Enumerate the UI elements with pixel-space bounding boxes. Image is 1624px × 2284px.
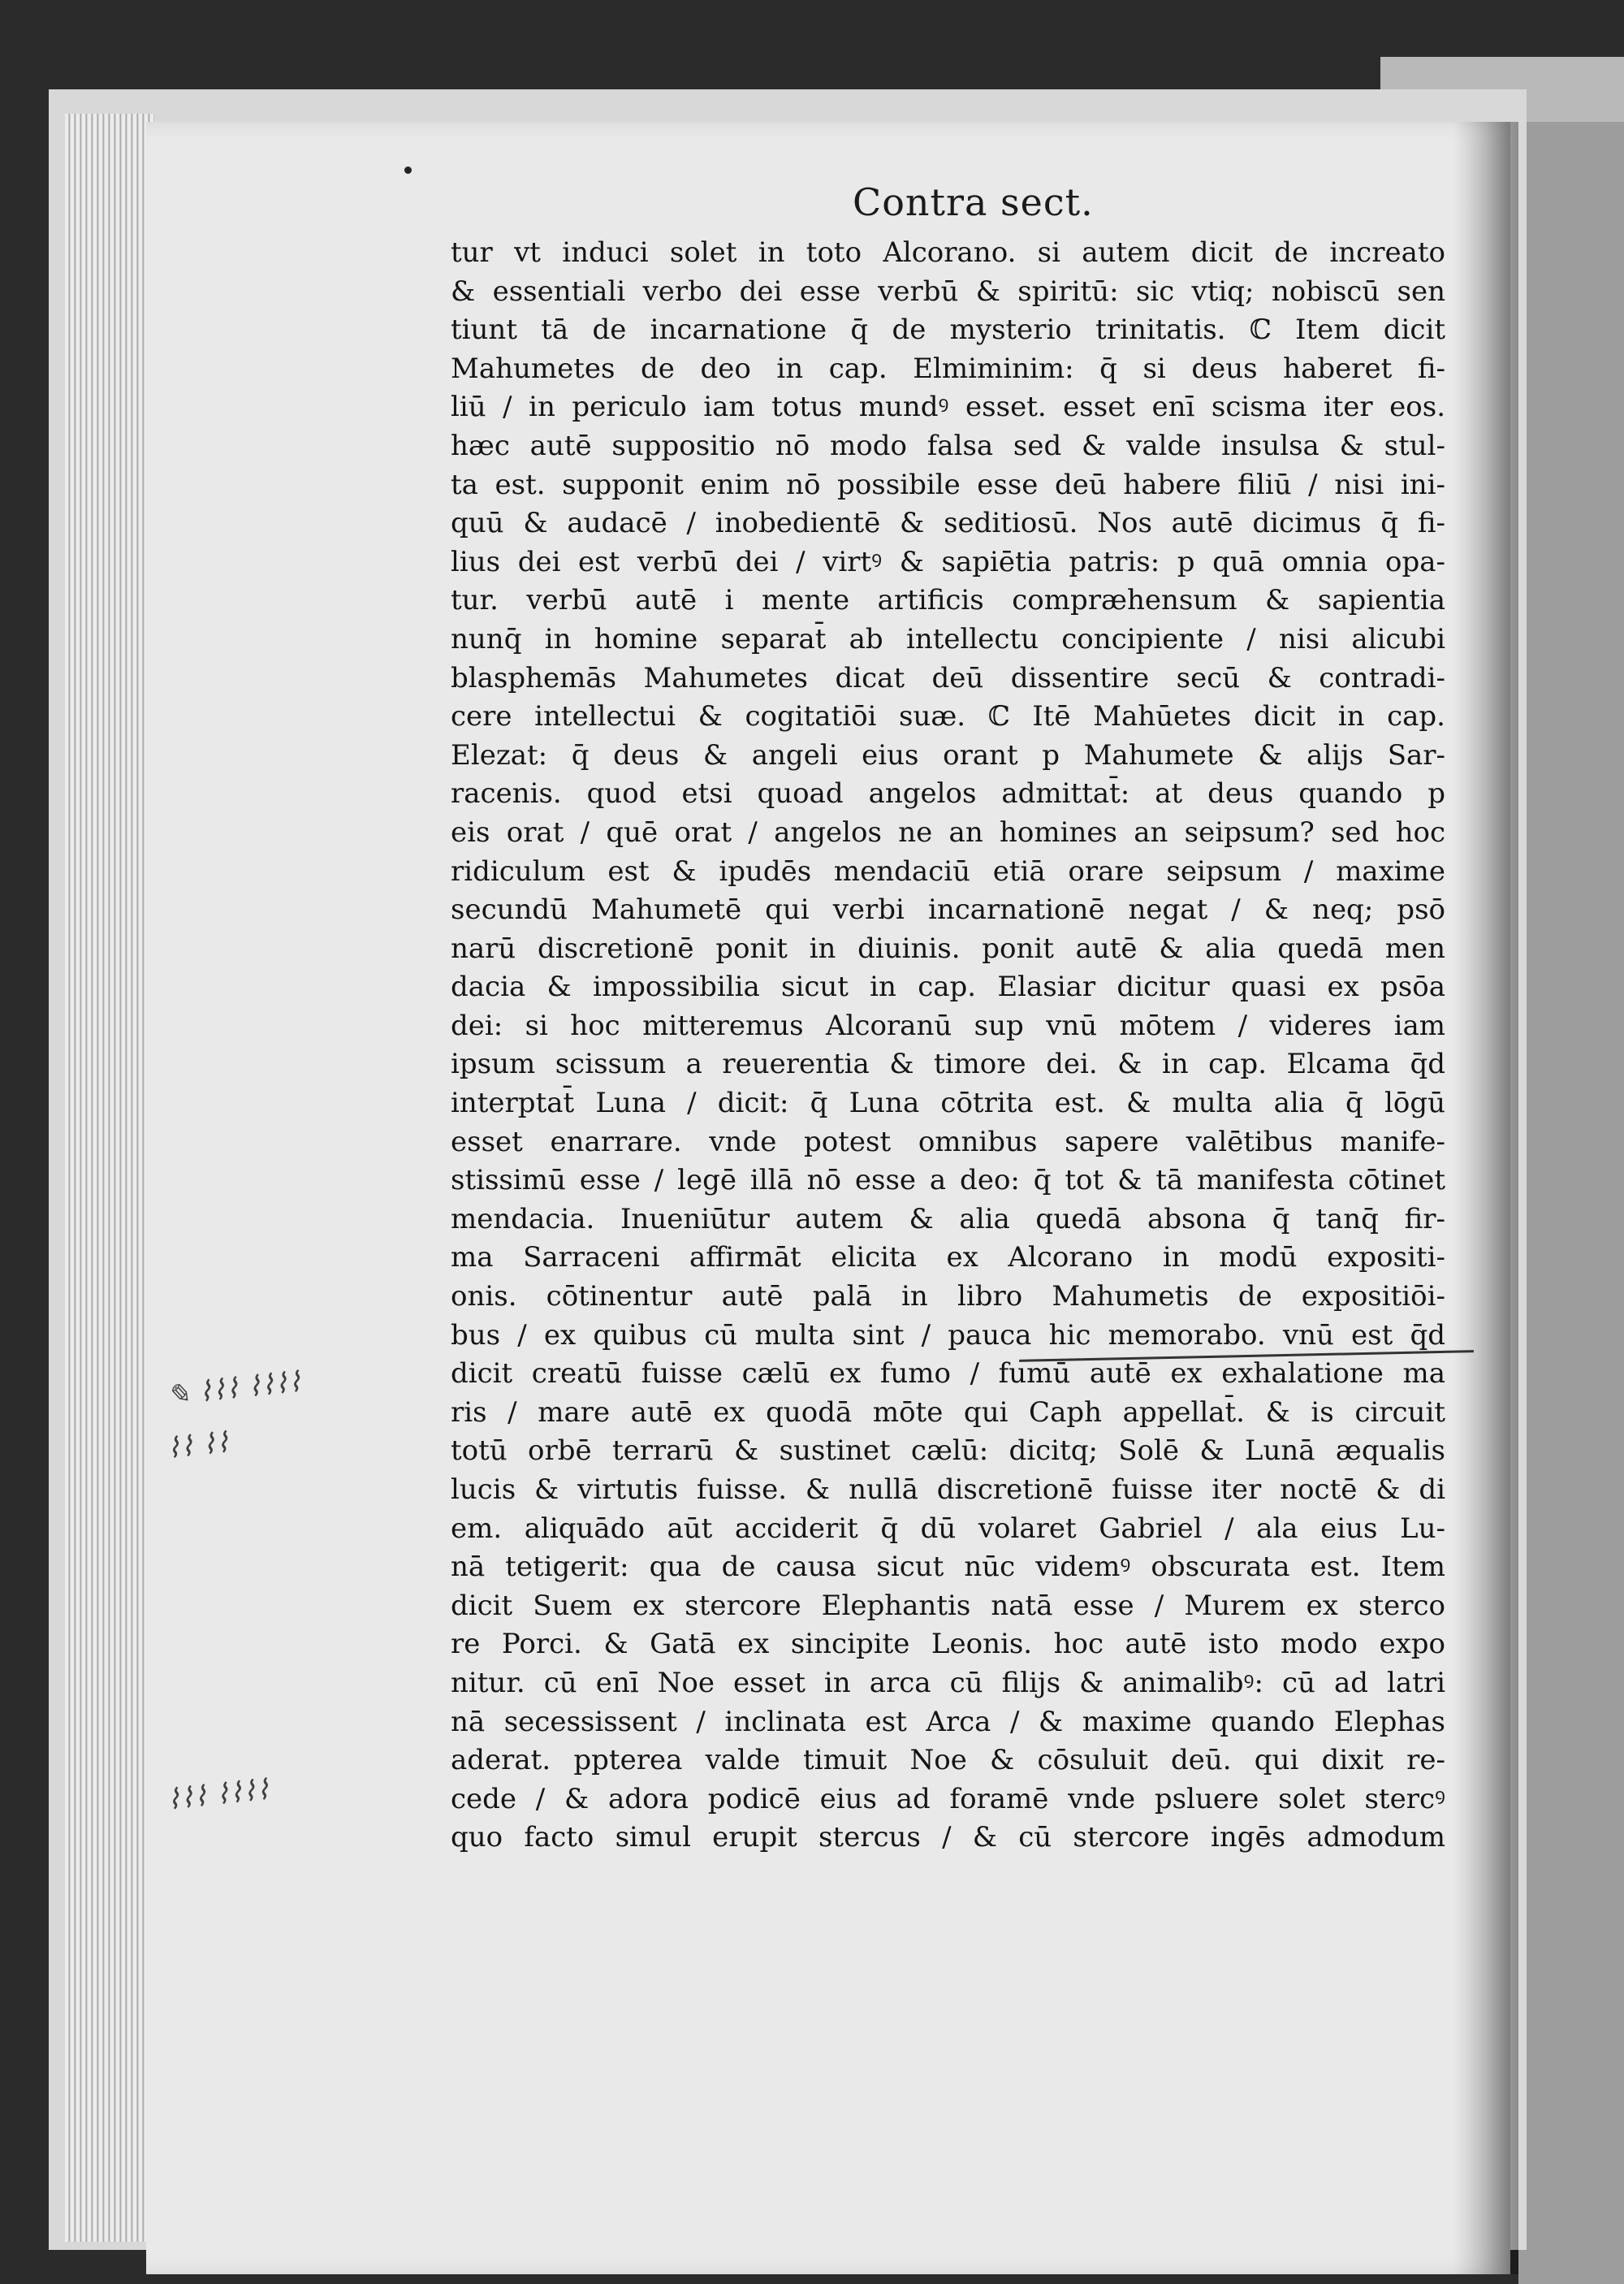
running-head: Contra sect. xyxy=(853,180,1094,224)
text-line: tiunt tā de incarnatione q̄ de mysterio trinitatis. ℂ Item dicit xyxy=(451,314,1445,347)
text-line: nā secessissent / inclinata est Arca / & maxime quando Elephas xyxy=(451,1705,1445,1738)
page-fore-edge xyxy=(65,114,154,2242)
text-line: blasphemās Mahumetes dicat deū dissentire secū & contradi- xyxy=(451,661,1445,694)
text-line: cere intellectui & cogitatiōi suæ. ℂ Itē Mahūetes dicit in cap. xyxy=(451,700,1445,733)
text-line: quū & audacē / inobedientē & seditiosū. Nos autē dicimus q̄ fi- xyxy=(451,507,1445,540)
marginal-annotation-handwritten: ⌇⌇ ⌇⌇ xyxy=(165,1426,231,1465)
text-line: Elezat: q̄ deus & angeli eius orant p Mahumete & alijs Sar- xyxy=(451,738,1445,772)
text-line: dicit Suem ex stercore Elephantis natā esse / Murem ex sterco xyxy=(451,1589,1445,1622)
text-line: cede / & adora podicē eius ad foramē vnde psluere solet stercꝰ xyxy=(451,1782,1445,1815)
text-line: & essentiali verbo dei esse verbū & spiritū: sic vtiq; nobiscū sen xyxy=(451,275,1445,308)
text-line: ris / mare autē ex quodā mōte qui Caph appellat̄. & is circuit xyxy=(451,1395,1445,1429)
text-line: nunq̄ in homine separat̄ ab intellectu concipiente / nisi alicubi xyxy=(451,622,1445,655)
text-line: racenis. quod etsi quoad angelos admittat̄: at deus quando p xyxy=(451,777,1445,811)
text-line: totū orbē terrarū & sustinet cælū: dicitq; Solē & Lunā æqualis xyxy=(451,1434,1445,1468)
text-line: onis. cōtinentur autē palā in libro Mahumetis de expositiōi- xyxy=(451,1280,1445,1313)
text-line: aderat. ppterea valde timuit Noe & cōsuluit deū. qui dixit re- xyxy=(451,1744,1445,1777)
text-line: ma Sarraceni affirmāt elicita ex Alcorano in modū expositi- xyxy=(451,1241,1445,1274)
text-line: interptat̄ Luna / dicit: q̄ Luna cōtrita est. & multa alia q̄ lōgū xyxy=(451,1087,1445,1120)
text-line: ridiculum est & ipudēs mendaciū etiā orare seipsum / maxime xyxy=(451,854,1445,888)
text-line: re Porci. & Gatā ex sincipite Leonis. hoc autē isto modo expo xyxy=(451,1628,1445,1661)
text-line: dicit creatū fuisse cælū ex fumo / fumū autē ex exhalatione ma xyxy=(451,1357,1445,1391)
text-line: Mahumetes de deo in cap. Elmiminim: q̄ si deus haberet fi- xyxy=(451,352,1445,385)
text-line: mendacia. Inueniūtur autem & alia quedā absona q̄ tanq̄ fir- xyxy=(451,1202,1445,1235)
ink-dot xyxy=(404,167,412,174)
text-line: liū / in periculo iam totus mundꝰ esset. esset enī scisma iter eos. xyxy=(451,391,1445,424)
page-gutter-shadow xyxy=(1453,122,1518,2274)
text-line: lius dei est verbū dei / virtꝰ & sapiētia patris: p quā omnia opa- xyxy=(451,545,1445,578)
text-line: quo facto simul erupit stercus / & cū stercore ingēs admodum xyxy=(451,1821,1445,1854)
marginal-annotation-handwritten: ✎ ⌇⌇⌇ ⌇⌇⌇⌇ xyxy=(165,1365,303,1412)
text-line: ipsum scissum a reuerentia & timore dei. & in cap. Elcama q̄d xyxy=(451,1048,1445,1081)
text-line: dacia & impossibilia sicut in cap. Elasiar dicitur quasi ex psōa xyxy=(451,971,1445,1004)
book-right-edge xyxy=(1518,122,1624,2284)
text-line: em. aliquādo aūt acciderit q̄ dū volaret Gabriel / ala eius Lu- xyxy=(451,1512,1445,1545)
text-line: nā tetigerit: qua de causa sicut nūc videmꝰ obscurata est. Item xyxy=(451,1551,1445,1584)
text-line: tur. verbū autē i mente artificis compræhensum & sapientia xyxy=(451,584,1445,617)
text-line: tur vt induci solet in toto Alcorano. si autem dicit de increato xyxy=(451,236,1445,269)
text-line: lucis & virtutis fuisse. & nullā discretionē fuisse iter noctē & di xyxy=(451,1473,1445,1506)
marginal-annotation-handwritten: ⌇⌇⌇ ⌇⌇⌇⌇ xyxy=(165,1773,271,1817)
text-line: nitur. cū enī Noe esset in arca cū filijs & animalibꝰ: cū ad latri xyxy=(451,1666,1445,1699)
text-line: eis orat / quē orat / angelos ne an homines an seipsum? sed hoc xyxy=(451,815,1445,849)
text-line: stissimū esse / legē illā nō esse a deo: q̄ tot & tā manifesta cōtinet xyxy=(451,1164,1445,1197)
text-line: esset enarrare. vnde potest omnibus sapere valētibus manife- xyxy=(451,1125,1445,1158)
text-line: bus / ex quibus cū multa sint / pauca hic memorabo. vnū est q̄d xyxy=(451,1318,1445,1352)
text-line: hæc autē suppositio nō modo falsa sed & valde insulsa & stul- xyxy=(451,429,1445,462)
body-text xyxy=(451,234,1445,1858)
text-line: dei: si hoc mitteremus Alcoranū sup vnū mōtem / videres iam xyxy=(451,1009,1445,1042)
text-line: ta est. supponit enim nō possibile esse deū habere filiū / nisi ini- xyxy=(451,468,1445,501)
text-line: secundū Mahumetē qui verbi incarnationē negat / & neq; psō xyxy=(451,893,1445,927)
text-line: narū discretionē ponit in diuinis. ponit autē & alia quedā men xyxy=(451,932,1445,965)
